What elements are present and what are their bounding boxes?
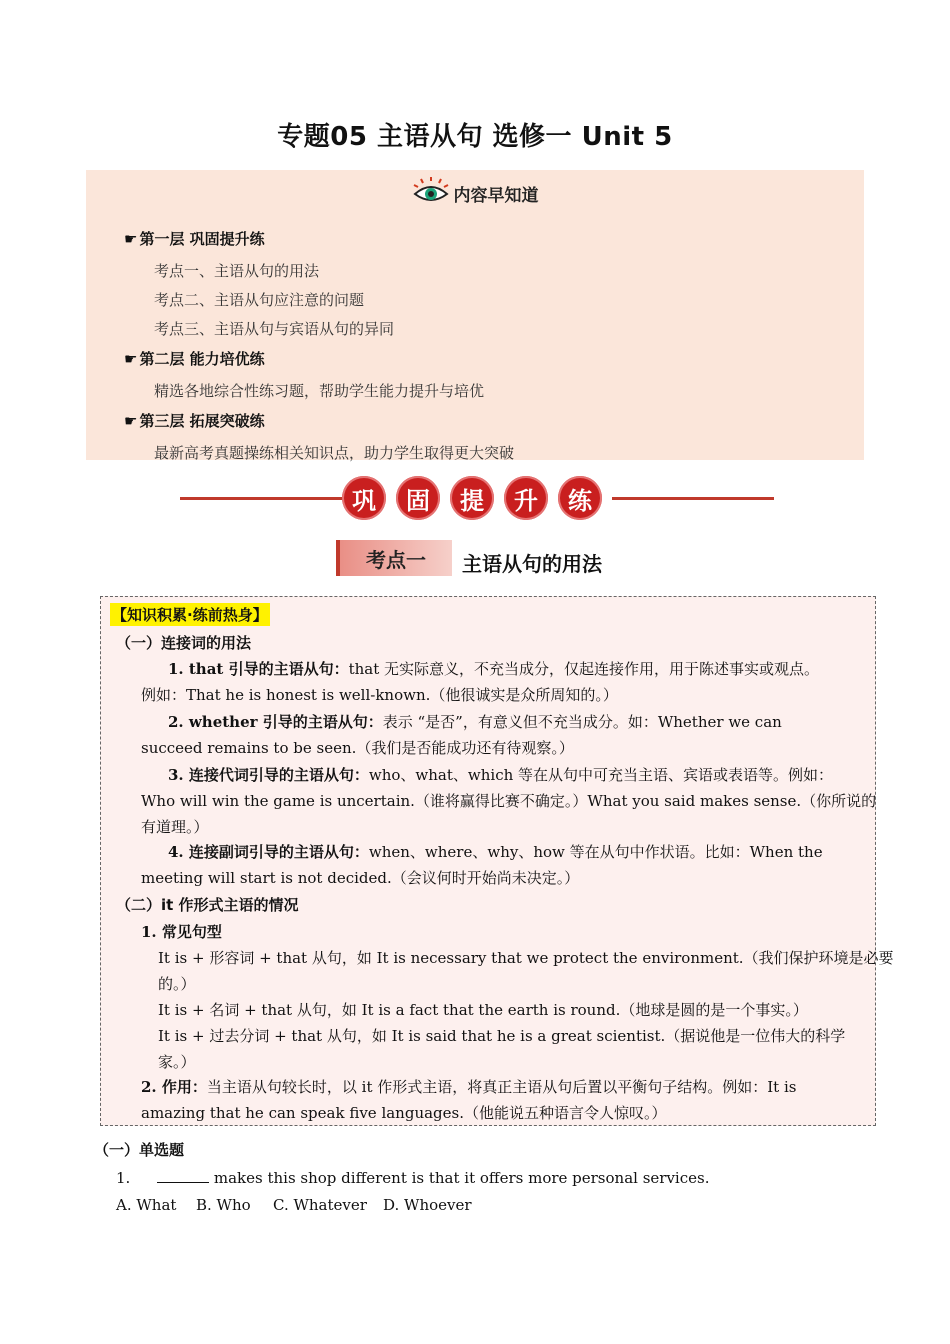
intro-line: 最新高考真题操练相关知识点，助力学生取得更大突破	[154, 444, 515, 462]
paragraph-line: meeting will start is not decided.（会议何时开始尚未决定。）	[141, 869, 580, 887]
pattern-line: It is + 形容词 + that 从句，如 It is necessary that we protect the environment.（我们保护环境是必要	[158, 949, 894, 967]
banner-char: 巩	[342, 476, 386, 520]
intro-line: 考点二、主语从句应注意的问题	[154, 291, 365, 309]
paragraph-line: Who will win the game is uncertain.（谁将赢得比赛不确定。）What you said makes sense.（你所说的	[141, 792, 877, 810]
answer-blank	[157, 1168, 209, 1183]
option-d[interactable]: D. Whoever	[383, 1196, 472, 1214]
intro-header-text: 内容早知道	[453, 185, 539, 206]
document-title: 专题05 主语从句 选修一 Unit 5	[277, 122, 673, 152]
section-banner	[180, 476, 774, 522]
paragraph-line: 2. whether 引导的主语从句：表示 “是否”，有意义但不充当成分。如：Whether we can	[168, 713, 782, 731]
banner-chars	[342, 476, 602, 520]
banner-line-right	[612, 497, 774, 500]
banner-char: 升	[504, 476, 548, 520]
intro-line: 精选各地综合性练习题，帮助学生能力提升与培优	[154, 382, 485, 400]
banner-char: 练	[558, 476, 602, 520]
paragraph-line: 2. 作用：当主语从句较长时，以 it 作形式主语，将真正主语从句后置以平衡句子结构。例如：It is	[141, 1078, 797, 1096]
paragraph-line: 例如：That he is honest is well-known.（他很诚实是众所周知的。）	[141, 686, 618, 704]
option-a[interactable]: A. What	[116, 1196, 177, 1214]
pointing-hand-icon: ☛	[124, 349, 138, 368]
layer-1-label: ☛ 第一层 巩固提升练	[124, 229, 265, 248]
exercise-section-heading: （一）单选题	[94, 1141, 185, 1159]
option-c[interactable]: C. Whatever	[273, 1196, 367, 1214]
paragraph-line: 有道理。）	[141, 818, 209, 836]
kaodian-title: 主语从句的用法	[462, 552, 602, 576]
pattern-line: 的。）	[158, 975, 196, 993]
knowledge-tag: 【知识积累·练前热身】	[110, 603, 270, 626]
sub-heading: 1. 常见句型	[141, 923, 222, 941]
question-1	[116, 1168, 709, 1188]
section-heading: （二）it 作形式主语的情况	[116, 896, 299, 914]
paragraph-line: succeed remains to be seen.（我们是否能成功还有待观察。）	[141, 739, 574, 757]
pointing-hand-icon: ☛	[124, 229, 138, 248]
paragraph-line: 1. that 引导的主语从句：that 无实际意义，不充当成分，仅起连接作用，用于陈述事实或观点。	[168, 660, 820, 678]
question-text: makes this shop different is that it offers more personal services.	[209, 1169, 710, 1187]
kaodian-tag: 考点一	[336, 540, 452, 576]
paragraph-line: 4. 连接副词引导的主语从句：when、where、why、how 等在从句中作状语。比如：When the	[168, 843, 823, 861]
question-number: 1.	[116, 1169, 131, 1187]
intro-box	[86, 170, 864, 460]
pattern-line: 家。）	[158, 1053, 196, 1071]
intro-line: 考点一、主语从句的用法	[154, 262, 320, 280]
eye-icon	[412, 176, 450, 210]
pattern-line: It is + 过去分词 + that 从句，如 It is said that he is a great scientist.（据说他是一位伟大的科学	[158, 1027, 846, 1045]
banner-line-left	[180, 497, 342, 500]
intro-header	[86, 176, 864, 210]
intro-line: 考点三、主语从句与宾语从句的异同	[154, 320, 395, 338]
pattern-line: It is + 名词 + that 从句，如 It is a fact that the earth is round.（地球是圆的是一个事实。）	[158, 1001, 808, 1019]
paragraph-line: amazing that he can speak five languages.（他能说五种语言令人惊叹。）	[141, 1104, 667, 1122]
banner-char: 固	[396, 476, 440, 520]
option-b[interactable]: B. Who	[196, 1196, 251, 1214]
section-heading: （一）连接词的用法	[116, 634, 252, 652]
pointing-hand-icon: ☛	[124, 411, 138, 430]
banner-char: 提	[450, 476, 494, 520]
layer-3-label: ☛ 第三层 拓展突破练	[124, 411, 265, 430]
layer-2-label: ☛ 第二层 能力培优练	[124, 349, 265, 368]
paragraph-line: 3. 连接代词引导的主语从句：who、what、which 等在从句中可充当主语、宾语或表语等。例如：	[168, 766, 834, 784]
